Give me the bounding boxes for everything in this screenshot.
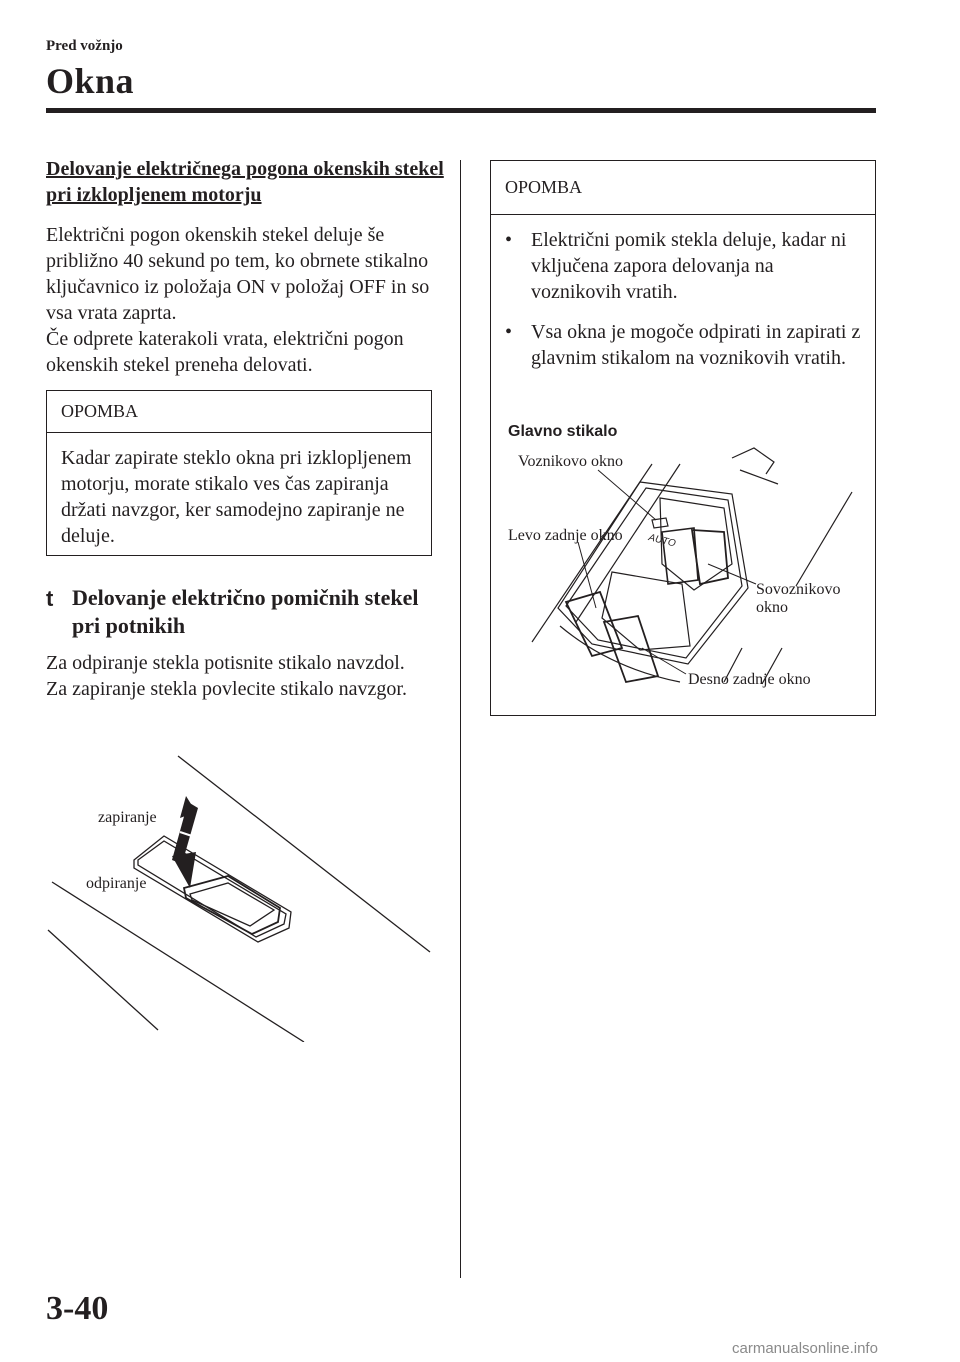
label-driver-window: Voznikovo okno — [518, 453, 624, 470]
main-switch-illustration — [492, 412, 872, 702]
label-rear-left-window: Levo zadnje okno — [508, 527, 623, 544]
note-text: Kadar zapirate steklo okna pri izklopljenem motorju, morate stikalo ves čas zapiranja držati navzgor, ker samodejno zapiranje ne deluje. — [61, 447, 412, 547]
note-heading: OPOMBA — [491, 161, 875, 215]
bullet-text: Električni pomik stekla deluje, kadar ni vključena zapora delovanja na voznikovih vratih. — [531, 229, 847, 303]
trim-line-3 — [740, 470, 778, 484]
section-marker: t — [46, 586, 54, 611]
page-number: 3-40 — [46, 1290, 109, 1327]
passenger-instructions — [46, 650, 456, 702]
bullet-dot: • — [505, 321, 513, 343]
label-passenger-window-2: okno — [756, 599, 788, 616]
bullet-text: Vsa okna je mogoče odpirati in zapirati z glavnim stikalom na voznikovih vratih. — [531, 321, 861, 369]
passenger-switch-illustration — [46, 752, 436, 1042]
door-line-bottom — [48, 930, 158, 1030]
door-line-top — [178, 756, 430, 952]
sub-heading: Delovanje električnega pogona okenskih stekel pri izklopljenem motorju — [46, 158, 444, 206]
label-passenger-window-1: Sovoznikovo — [756, 581, 841, 598]
note-box-engine-off — [46, 390, 432, 556]
trim-notch — [732, 448, 774, 474]
bullet-item — [505, 227, 861, 305]
label-close: zapiranje — [98, 809, 157, 826]
paragraph-2: Če odprete katerakoli vrata, električni pogon okenskih stekel preneha delovati. — [46, 328, 404, 376]
switch-bezel-inner — [138, 841, 286, 937]
bullet-item — [505, 319, 861, 371]
leader-rear-right — [642, 648, 686, 674]
section-title: Okna — [46, 61, 135, 101]
panel-inner — [566, 488, 742, 658]
trim-line-4 — [796, 492, 852, 586]
bullet-dot: • — [505, 229, 513, 251]
instruction-open: Za odpiranje stekla potisnite stikalo navzdol. — [46, 652, 405, 674]
figure-title: Glavno stikalo — [508, 423, 618, 440]
switch-button-face — [190, 883, 274, 926]
label-rear-right-window: Desno zadnje okno — [688, 671, 811, 688]
double-arrow-icon — [172, 796, 198, 888]
paragraph-engine-off — [46, 222, 446, 378]
running-head: Pred vožnjo — [46, 38, 123, 54]
label-open: odpiranje — [86, 875, 147, 892]
leader-driver — [598, 470, 656, 520]
note-bullets — [491, 215, 875, 397]
instruction-close: Za zapiranje stekla povlecite stikalo navzgor. — [46, 678, 407, 700]
paragraph-1: Električni pogon okenskih stekel deluje še približno 40 sekund po tem, ko obrnete stikalno ključavnico iz položaja ON v položaj OFF in so vsa vrata zaprta. — [46, 224, 430, 324]
auto-label: AUTO — [647, 532, 677, 550]
note-heading: OPOMBA — [47, 391, 431, 433]
watermark: carmanualsonline.info — [732, 1340, 878, 1357]
section-heading: Delovanje električno pomičnih stekel pri potnikih — [72, 585, 419, 638]
column-divider — [460, 160, 461, 1278]
trim-curve — [560, 626, 680, 682]
lock-switch — [652, 518, 668, 528]
header-rule — [46, 108, 876, 113]
